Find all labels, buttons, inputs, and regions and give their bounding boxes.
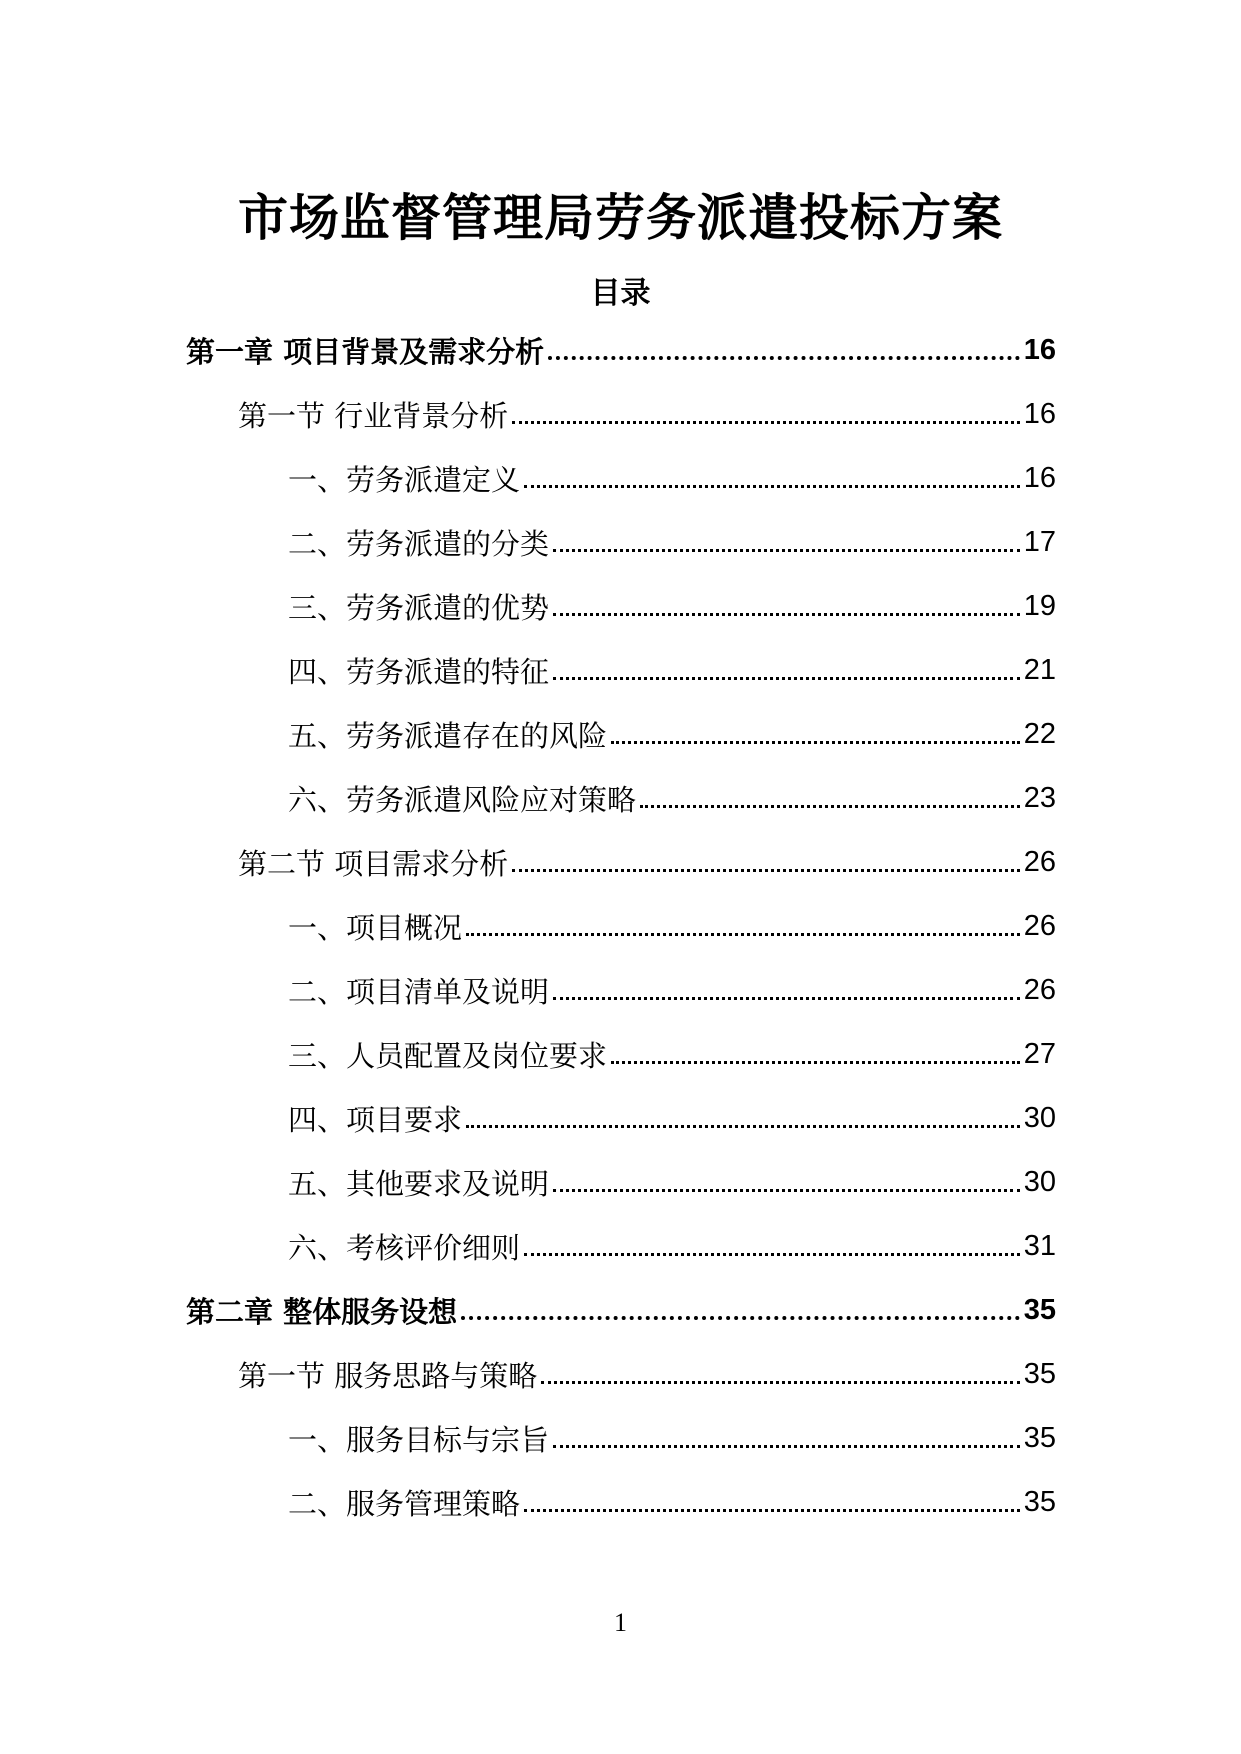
toc-entry-page: 35 — [1023, 1485, 1056, 1518]
dot-leader — [553, 613, 1020, 616]
toc-entry[interactable] — [288, 458, 1056, 498]
toc-entry[interactable] — [288, 650, 1056, 690]
toc-entry[interactable] — [186, 1290, 1056, 1330]
toc-entry-page: 26 — [1023, 973, 1056, 1006]
toc-heading: 目录 — [590, 276, 651, 311]
dot-leader — [524, 1253, 1020, 1256]
toc-entry[interactable] — [288, 522, 1056, 562]
toc-entry-page: 21 — [1023, 653, 1056, 686]
toc-entry-page: 31 — [1023, 1229, 1056, 1262]
dot-leader — [611, 1061, 1020, 1064]
toc-entry-label: 五、其他要求及说明 — [288, 1166, 550, 1201]
toc-entry-page: 27 — [1023, 1037, 1056, 1070]
toc-entry[interactable] — [288, 906, 1056, 946]
toc-entry[interactable] — [288, 778, 1056, 818]
toc-entry-page: 26 — [1023, 909, 1056, 942]
document-title: 市场监督管理局劳务派遣投标方案 — [238, 189, 1003, 247]
toc-entry-label: 第一节 行业背景分析 — [238, 398, 509, 433]
dot-leader — [524, 485, 1020, 488]
toc-entry[interactable] — [238, 1354, 1056, 1394]
dot-leader — [640, 805, 1020, 808]
toc-entry-label: 二、项目清单及说明 — [288, 974, 550, 1009]
toc-entry-label: 四、项目要求 — [288, 1102, 463, 1137]
dot-leader — [548, 356, 1020, 360]
toc-entry-label: 二、服务管理策略 — [288, 1486, 521, 1521]
toc-entry[interactable] — [238, 842, 1056, 882]
toc-entry[interactable] — [288, 1034, 1056, 1074]
toc-entry-page: 19 — [1023, 589, 1056, 622]
dot-leader — [553, 997, 1020, 1000]
toc-entry-label: 第二章 整体服务设想 — [186, 1294, 458, 1329]
toc-entry-page: 22 — [1023, 717, 1056, 750]
toc-entry-page: 16 — [1023, 461, 1056, 494]
toc-entry[interactable] — [288, 714, 1056, 754]
dot-leader — [553, 549, 1020, 552]
toc-entry[interactable] — [288, 1418, 1056, 1458]
toc-entry[interactable] — [288, 1162, 1056, 1202]
toc-entry-label: 第一节 服务思路与策略 — [238, 1358, 538, 1393]
toc-entry-page: 35 — [1023, 1293, 1056, 1326]
toc-entry-label: 三、人员配置及岗位要求 — [288, 1038, 608, 1073]
toc-entry-page: 16 — [1023, 397, 1056, 430]
dot-leader — [461, 1316, 1020, 1320]
toc-entry-label: 一、劳务派遣定义 — [288, 462, 521, 497]
toc-entry-page: 26 — [1023, 845, 1056, 878]
page-number: 1 — [614, 1608, 627, 1637]
toc-entry[interactable] — [288, 1226, 1056, 1266]
dot-leader — [553, 1445, 1020, 1448]
toc-entry-page: 35 — [1023, 1421, 1056, 1454]
dot-leader — [553, 1189, 1020, 1192]
toc-entry-label: 一、项目概况 — [288, 910, 463, 945]
toc-entry[interactable] — [288, 586, 1056, 626]
toc-entry[interactable] — [186, 330, 1056, 370]
dot-leader — [524, 1509, 1020, 1512]
toc-entry-page: 23 — [1023, 781, 1056, 814]
toc-entry-label: 三、劳务派遣的优势 — [288, 590, 550, 625]
toc-entry-label: 五、劳务派遣存在的风险 — [288, 718, 608, 753]
toc-entry-label: 一、服务目标与宗旨 — [288, 1422, 550, 1457]
toc-entry-label: 六、劳务派遣风险应对策略 — [288, 782, 637, 817]
toc-entry[interactable] — [288, 970, 1056, 1010]
dot-leader — [541, 1381, 1020, 1384]
toc-entry-page: 30 — [1023, 1101, 1056, 1134]
dot-leader — [466, 933, 1020, 936]
toc-entry-label: 第二节 项目需求分析 — [238, 846, 509, 881]
dot-leader — [611, 741, 1020, 744]
toc-entry-label: 第一章 项目背景及需求分析 — [186, 334, 545, 369]
toc-entry-page: 30 — [1023, 1165, 1056, 1198]
dot-leader — [466, 1125, 1020, 1128]
toc-entry[interactable] — [288, 1482, 1056, 1522]
toc-entry-label: 六、考核评价细则 — [288, 1230, 521, 1265]
dot-leader — [512, 869, 1020, 872]
toc-entry[interactable] — [288, 1098, 1056, 1138]
dot-leader — [553, 677, 1020, 680]
toc-entry-label: 二、劳务派遣的分类 — [288, 526, 550, 561]
toc-entry-page: 35 — [1023, 1357, 1056, 1390]
toc-entry-page: 16 — [1023, 333, 1056, 366]
toc-entry[interactable] — [238, 394, 1056, 434]
toc-entry-page: 17 — [1023, 525, 1056, 558]
dot-leader — [512, 421, 1020, 424]
toc-entry-label: 四、劳务派遣的特征 — [288, 654, 550, 689]
